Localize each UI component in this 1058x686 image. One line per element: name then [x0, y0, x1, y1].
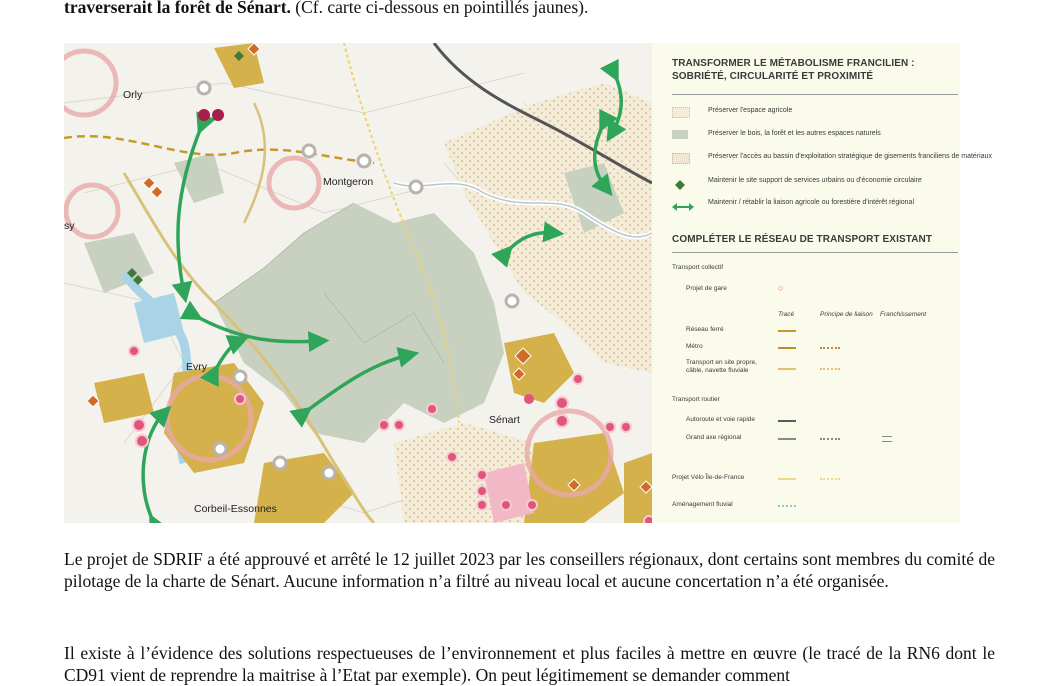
top-line — [64, 0, 1004, 18]
legend-swatch-gisements — [672, 153, 690, 164]
legend-dotted-velo — [820, 478, 840, 480]
sdrif-map — [64, 43, 652, 523]
legend-line-site-propre — [778, 368, 796, 370]
legend-projet-velo: Projet Vélo Île-de-France — [672, 474, 745, 481]
legend-item-site-support — [672, 175, 962, 189]
legend-item-liaison — [672, 197, 962, 211]
map-label-senart: Sénart — [489, 414, 520, 426]
legend-autoroute: Autoroute et voie rapide — [686, 416, 756, 423]
legend-franchissement-grand-axe — [882, 436, 892, 442]
map-figure — [64, 43, 992, 523]
legend-section1-title: TRANSFORMER LE MÉTABOLISME FRANCILIEN : SOBRIÉTÉ, CIRCULARITÉ ET PROXIMITÉ — [672, 58, 915, 82]
top-line-bold: traverserait la forêt de Sénart. — [64, 0, 291, 17]
station-ring-icon: ○ — [778, 283, 784, 293]
legend-dotted-grand-axe — [820, 438, 840, 440]
map-graphic — [64, 43, 652, 523]
legend-label: Maintenir / rétablir la liaison agricole ou forestière d'intérêt régional — [708, 199, 914, 206]
paragraph-2 — [64, 642, 995, 686]
legend-col-principe: Principe de liaison — [820, 311, 873, 318]
legend-col-franchissement: Franchissement — [880, 311, 927, 318]
legend-projet-gare: Projet de gare — [686, 285, 727, 292]
legend-label: Préserver le bois, la forêt et les autres espaces naturels — [708, 130, 881, 137]
map-label-montgeron: Montgeron — [323, 176, 374, 188]
legend-line-autoroute — [778, 420, 796, 422]
double-arrow-icon — [672, 199, 694, 208]
paragraph-text: Il existe à l’évidence des solutions respectueuses de l’environnement et plus faciles à mettre en œuvre (le tracé de la RN6 dont le CD91 vient de reprendre la maitrise à l’Etat par exemple). On peut légitimement se demander comment — [64, 643, 995, 685]
legend-amenagement-fluvial: Aménagement fluvial — [672, 501, 733, 508]
top-line-normal: (Cf. carte ci-dessous en pointillés jaunes). — [290, 0, 589, 17]
legend-col-trace: Tracé — [778, 311, 795, 318]
legend-line-fluvial — [778, 505, 796, 507]
legend-dotted-metro — [820, 347, 840, 349]
legend-label: Préserver l'espace agricole — [708, 107, 793, 114]
legend-line-velo — [778, 478, 796, 480]
map-legend — [652, 43, 992, 523]
green-diamond-icon — [672, 177, 688, 186]
legend-metro: Métro — [686, 343, 703, 350]
legend-transport-collectif: Transport collectif — [672, 264, 724, 271]
map-label-sy: sy — [64, 220, 75, 232]
legend-item-foret — [672, 128, 962, 142]
legend-transport-routier: Transport routier — [672, 396, 720, 403]
paragraph-text: Le projet de SDRIF a été approuvé et arrêté le 12 juillet 2023 par les conseillers régionaux, dont certains sont membres du comité de pilotage de la charte de Sénart. Aucune information n’a filtré au niveau local et aucune concertation n’a été organisée. — [64, 549, 995, 591]
legend-section2-title: COMPLÉTER LE RÉSEAU DE TRANSPORT EXISTANT — [672, 234, 933, 245]
legend-divider — [672, 252, 958, 253]
legend-label: Préserver l'accès au bassin d'exploitation stratégique de gisements franciliens de matériaux — [708, 153, 992, 160]
legend-grand-axe: Grand axe régional — [686, 434, 742, 441]
legend-site-propre: Transport en site propre, câble, navette fluviale — [686, 359, 757, 374]
legend-line-grand-axe — [778, 438, 796, 440]
map-label-orly: Orly — [123, 89, 143, 101]
legend-swatch-agricole — [672, 107, 690, 118]
legend-dotted-site-propre — [820, 368, 840, 370]
legend-divider — [672, 94, 958, 95]
map-label-evry: Evry — [186, 361, 207, 373]
legend-item-agricole — [672, 105, 962, 119]
legend-line-ferre — [778, 330, 796, 332]
legend-swatch-foret — [672, 130, 688, 139]
legend-label: Maintenir le site support de services urbains ou d'économie circulaire — [708, 177, 922, 184]
map-label-corbeil: Corbeil-Essonnes — [194, 503, 277, 515]
paragraph-1 — [64, 548, 995, 592]
legend-line-metro — [778, 347, 796, 349]
legend-item-gisements — [672, 151, 992, 165]
legend-reseau-ferre: Réseau ferré — [686, 326, 724, 333]
